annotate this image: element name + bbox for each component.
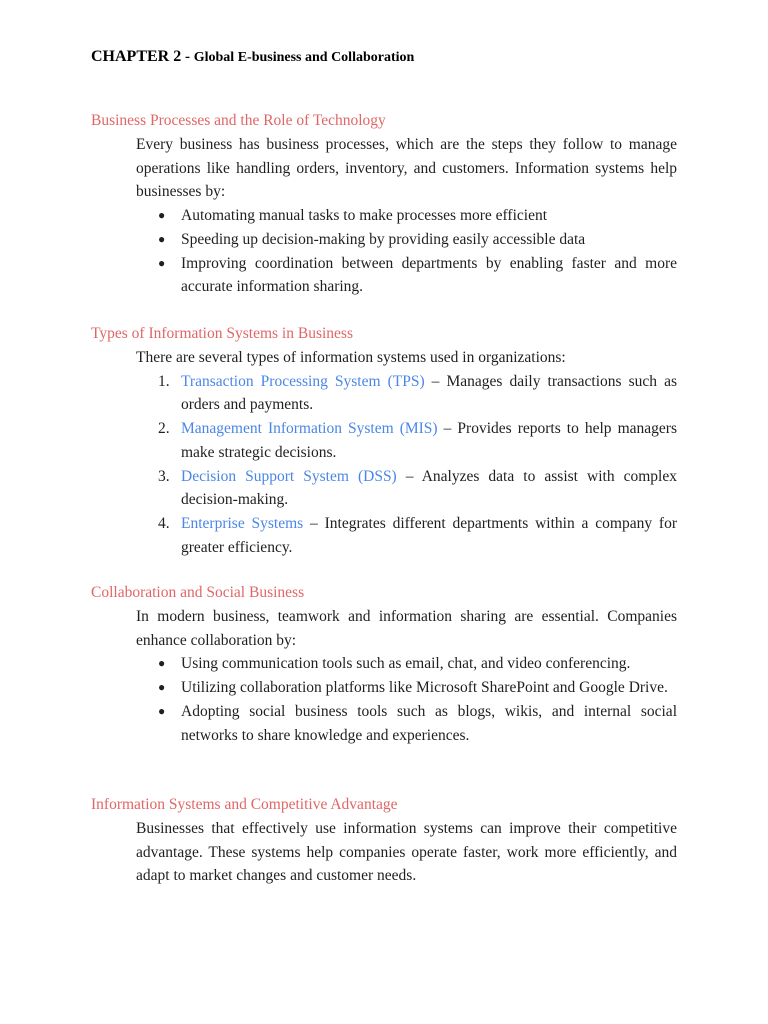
- list-number: 2.: [158, 420, 170, 438]
- bullet-marker: ●: [158, 656, 166, 671]
- chapter-title: [91, 47, 414, 68]
- bullet-list: [136, 652, 677, 747]
- section-heading: Collaboration and Social Business: [91, 584, 305, 601]
- section-business-processes: [91, 109, 677, 299]
- system-term: Transaction Processing System (TPS): [181, 372, 425, 390]
- list-item-text: Adopting social business tools such as blogs, wikis, and internal social networks to share knowledge and experiences.: [181, 702, 677, 744]
- system-description: – Manages daily transactions such as orders and payments.: [181, 372, 677, 414]
- list-item: [136, 228, 677, 252]
- system-term: Enterprise Systems: [181, 514, 304, 532]
- bullet-marker: ●: [158, 208, 166, 223]
- list-item: [136, 370, 677, 417]
- list-item: [136, 252, 677, 299]
- system-description: – Provides reports to help managers make strategic decisions.: [181, 420, 677, 461]
- system-description: – Integrates different departments within a company for greater efficiency.: [181, 514, 677, 556]
- list-item: [136, 652, 677, 676]
- section-body: Businesses that effectively use information systems can improve their competitive advantage. These systems help companies operate faster, work more efficiently, and adapt to market changes and customer needs.: [136, 820, 677, 885]
- bullet-marker: ●: [158, 231, 166, 246]
- section-intro: In modern business, teamwork and information sharing are essential. Companies enhance collaboration by:: [136, 608, 677, 649]
- list-item-text: Utilizing collaboration platforms like Microsoft SharePoint and Google Drive.: [181, 679, 668, 697]
- list-number: 4.: [158, 514, 170, 532]
- system-term: Management Information System (MIS): [181, 420, 438, 438]
- bullet-marker: ●: [158, 703, 166, 718]
- chapter-separator: -: [181, 49, 194, 65]
- section-heading: Information Systems and Competitive Advantage: [91, 796, 398, 813]
- bullet-marker: ●: [158, 255, 166, 270]
- section-heading: Types of Information Systems in Business: [91, 325, 353, 342]
- section-intro: There are several types of information systems used in organizations:: [136, 349, 566, 366]
- section-heading: Business Processes and the Role of Technology: [91, 112, 386, 129]
- system-description: – Analyzes data to assist with complex decision-making.: [181, 467, 677, 509]
- section-types-of-systems: [91, 322, 677, 559]
- list-item: [136, 676, 677, 700]
- list-item: [136, 512, 677, 559]
- section-competitive-advantage: [91, 793, 677, 888]
- list-number: 3.: [158, 467, 170, 485]
- list-number: 1.: [158, 372, 170, 390]
- bullet-list: [136, 204, 677, 299]
- list-item: [136, 465, 677, 512]
- list-item: [136, 700, 677, 747]
- list-item-text: Automating manual tasks to make processes more efficient: [181, 207, 548, 225]
- list-item: [136, 417, 677, 464]
- list-item-text: Improving coordination between departments by enabling faster and more accurate information sharing.: [181, 254, 677, 296]
- section-intro: Every business has business processes, which are the steps they follow to manage operations like handling orders, inventory, and customers. Information systems help businesses by:: [136, 136, 677, 201]
- system-term: Decision Support System (DSS): [181, 467, 397, 485]
- list-item-text: Speeding up decision-making by providing easily accessible data: [181, 230, 586, 248]
- chapter-number: CHAPTER 2: [91, 48, 182, 65]
- chapter-subtitle: Global E-business and Collaboration: [193, 50, 415, 65]
- bullet-marker: ●: [158, 680, 166, 695]
- numbered-list: [136, 370, 677, 560]
- list-item-text: Using communication tools such as email, chat, and video conferencing.: [181, 655, 631, 673]
- section-collaboration: [91, 581, 677, 747]
- list-item: [136, 204, 677, 228]
